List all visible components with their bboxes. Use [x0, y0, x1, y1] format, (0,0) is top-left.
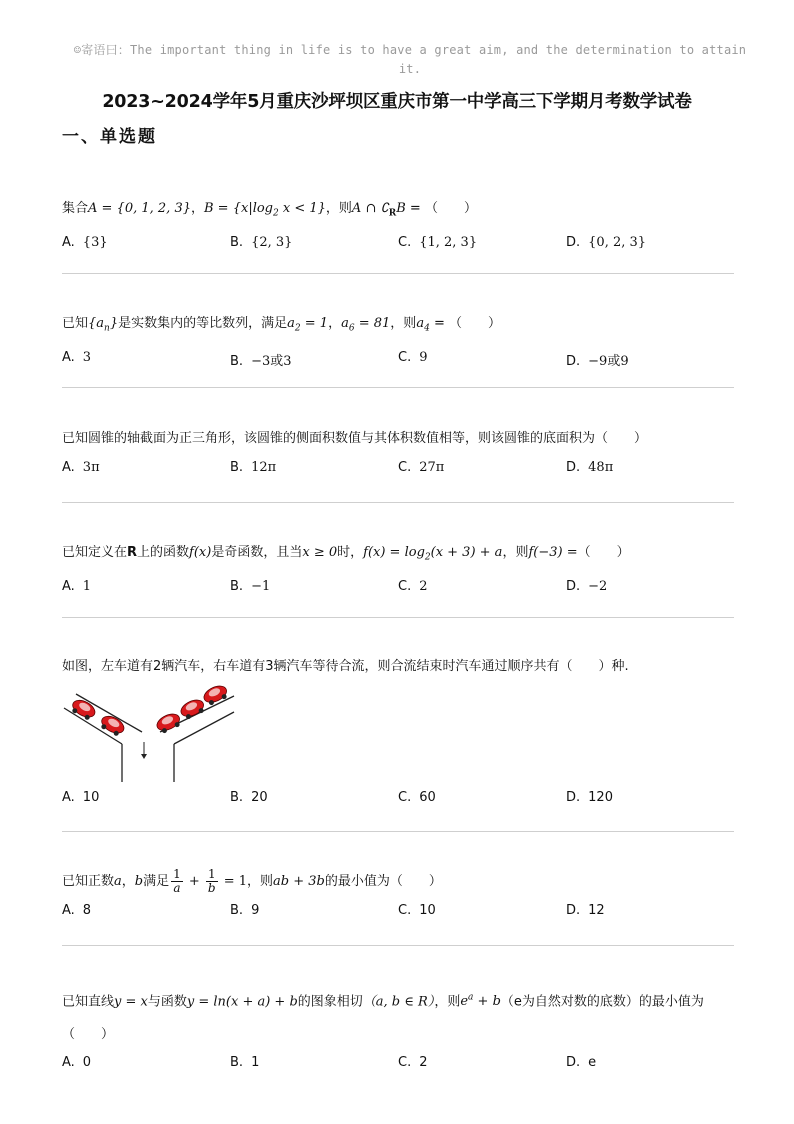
- option-value: 9: [251, 903, 260, 918]
- option-b[interactable]: [230, 790, 268, 805]
- question-6: [62, 862, 734, 923]
- math-expr: [416, 316, 430, 334]
- stem-text: 的图象相切: [297, 994, 363, 1010]
- option-letter: C.: [398, 460, 412, 475]
- option-value: 27π: [419, 460, 445, 475]
- option-letter: C.: [398, 578, 412, 594]
- math-expr: R: [127, 545, 138, 560]
- car-icon: [178, 697, 206, 721]
- option-d[interactable]: [566, 235, 646, 250]
- option-a[interactable]: [62, 235, 108, 250]
- option-c[interactable]: [398, 903, 436, 918]
- option-value: 2: [419, 578, 428, 594]
- stem-text: 是实数集内的等比数列，满足: [118, 316, 288, 331]
- option-c[interactable]: [398, 790, 436, 805]
- car-icon: [201, 684, 229, 707]
- stem-text: 集合: [62, 201, 89, 216]
- option-letter: B.: [230, 234, 244, 250]
- math-sub: 2: [294, 323, 301, 334]
- traffic-merge-figure: [62, 684, 237, 786]
- math-part: = 81: [354, 316, 391, 331]
- option-letter: C.: [398, 234, 412, 250]
- question-3: [62, 428, 734, 480]
- math-part: f(x) = log: [363, 545, 425, 560]
- option-letter: D.: [566, 903, 581, 918]
- option-letter: B.: [230, 903, 244, 918]
- option-letter: D.: [566, 578, 581, 594]
- option-value: 120: [588, 790, 613, 805]
- option-letter: C.: [398, 790, 412, 805]
- stem-text: 上的函数: [137, 545, 190, 560]
- question-4: [62, 542, 734, 599]
- math-sup: a: [468, 993, 474, 1003]
- fraction: [206, 868, 218, 895]
- option-letter: A.: [62, 349, 75, 365]
- option-value: 2: [419, 1055, 428, 1071]
- option-a[interactable]: [62, 350, 91, 365]
- option-d[interactable]: [566, 790, 613, 805]
- page-title: 2023~2024学年5月重庆沙坪坝区重庆市第一中学高三下学期月考数学试卷: [102, 92, 692, 112]
- options-row: [62, 235, 734, 255]
- option-letter: B.: [230, 353, 244, 369]
- option-letter: B.: [230, 790, 244, 805]
- divider: [62, 387, 734, 388]
- option-value: −2: [588, 578, 608, 594]
- option-b[interactable]: [230, 903, 259, 918]
- stem-text: （e为自然对数的底数）的最小值为（ ）: [62, 994, 704, 1043]
- fraction: [171, 868, 183, 895]
- options-row: [62, 790, 734, 810]
- option-b[interactable]: [230, 235, 292, 250]
- math-sub: R: [388, 208, 397, 219]
- motto-header: ☺寄语曰：The important thing in life is to have a great aim, and the determination to attain it.: [73, 43, 747, 76]
- question-7: [62, 987, 734, 1075]
- stem-text: ，则: [390, 316, 417, 331]
- option-a[interactable]: [62, 460, 100, 475]
- option-a[interactable]: [62, 790, 99, 805]
- math-expr: b: [134, 874, 144, 889]
- math-sub: 2: [273, 208, 279, 219]
- math-expr: a: [114, 874, 122, 889]
- option-b[interactable]: [230, 579, 270, 594]
- option-c[interactable]: [398, 235, 477, 250]
- math-part: = 1: [300, 316, 329, 331]
- options-row: [62, 460, 734, 480]
- stem-text: 已知: [62, 316, 89, 331]
- stem-text: ，则: [434, 994, 461, 1010]
- question-stem: [62, 542, 734, 569]
- math-part: }: [109, 316, 119, 331]
- math-expr: y = x: [114, 994, 148, 1010]
- math-expr: f(−3) =: [528, 545, 578, 560]
- fraction-numerator: 1: [207, 867, 216, 881]
- stem-text: 与函数: [147, 994, 187, 1010]
- option-value: 10: [82, 790, 100, 805]
- option-value: −1: [251, 578, 271, 594]
- option-letter: A.: [62, 578, 75, 594]
- stem-text: 是奇函数，且当: [211, 545, 303, 560]
- option-letter: A.: [62, 1055, 75, 1071]
- question-stem: 如图，左车道有2辆汽车，右车道有3辆汽车等待合流，则合流结束时汽车通过顺序共有（ ）种.: [62, 659, 629, 674]
- math-part: + b: [473, 994, 501, 1010]
- stem-text: 已知定义在: [62, 545, 128, 560]
- question-stem: [62, 198, 734, 225]
- stem-text: ，则: [502, 545, 529, 560]
- option-letter: D.: [566, 1055, 581, 1071]
- math-part: A ∩ ∁: [351, 201, 389, 216]
- stem-text: （ ）: [577, 545, 630, 560]
- math-expr: [341, 316, 391, 334]
- math-sub: 4: [424, 323, 430, 334]
- option-value: 8: [82, 903, 92, 918]
- stem-text: ，: [328, 316, 342, 331]
- math-part: B: [396, 201, 406, 216]
- question-stem: 已知圆锥的轴截面为正三角形，该圆锥的侧面积数值与其体积数值相等，则该圆锥的底面积为（ ）: [62, 431, 648, 446]
- math-expr: [88, 316, 119, 334]
- divider: [62, 502, 734, 503]
- option-c[interactable]: [398, 579, 428, 594]
- stem-text: ，则: [325, 201, 352, 216]
- option-letter: D.: [566, 460, 581, 475]
- math-expr: （a, b ∈ R）: [362, 994, 435, 1010]
- option-value: 48π: [588, 460, 614, 475]
- option-letter: C.: [398, 349, 412, 365]
- option-value: 10: [419, 903, 436, 918]
- section-heading: 一、单选题: [62, 127, 157, 147]
- question-stem: [62, 982, 734, 1051]
- option-letter: D.: [566, 790, 581, 805]
- math-expr: [460, 994, 501, 1009]
- math-sub: 2: [424, 552, 431, 563]
- option-letter: D.: [566, 353, 581, 369]
- question-1: [62, 198, 734, 255]
- question-2: [62, 313, 734, 370]
- math-expr: [351, 201, 406, 219]
- option-value: 9: [419, 349, 428, 365]
- option-value: 1: [82, 578, 92, 594]
- option-a[interactable]: [62, 903, 91, 918]
- option-value: 12: [588, 903, 605, 918]
- option-value: {0, 2, 3}: [588, 234, 647, 250]
- option-c[interactable]: [398, 460, 444, 475]
- option-letter: A.: [62, 460, 75, 475]
- fraction-denominator: b: [207, 881, 216, 895]
- divider: [62, 617, 734, 618]
- option-letter: A.: [62, 234, 75, 250]
- stem-text: 的最小值为（ ）: [324, 874, 442, 889]
- math-sub: n: [104, 323, 110, 334]
- option-a[interactable]: [62, 579, 91, 594]
- math-part: (x + 3) + a: [430, 545, 503, 560]
- option-d[interactable]: [566, 460, 613, 475]
- option-value: 20: [251, 790, 268, 805]
- math-part: a: [416, 316, 425, 331]
- option-value: {2, 3}: [251, 234, 293, 250]
- option-value: −9或9: [588, 353, 629, 369]
- divider: [62, 273, 734, 274]
- math-sub: 6: [348, 323, 355, 334]
- divider: [62, 831, 734, 832]
- option-letter: B.: [230, 460, 244, 475]
- math-expr: y = ln(x + a) + b: [186, 994, 298, 1010]
- option-b[interactable]: [230, 1055, 259, 1070]
- option-value: 60: [419, 790, 436, 805]
- options-row: [62, 579, 734, 599]
- math-expr: [204, 201, 326, 219]
- options-row: [62, 1055, 734, 1075]
- math-expr: ab + 3b: [273, 874, 325, 889]
- option-value: 3: [82, 349, 92, 365]
- math-part: a: [341, 316, 349, 331]
- option-letter: D.: [566, 234, 581, 250]
- stem-text: 已知直线: [62, 994, 115, 1010]
- stem-text: = （ ）: [429, 316, 501, 331]
- option-letter: C.: [398, 903, 412, 918]
- option-d[interactable]: [566, 579, 607, 594]
- option-letter: B.: [230, 578, 244, 594]
- option-value: 1: [251, 1055, 260, 1071]
- math-part: x < 1}: [278, 201, 326, 216]
- option-value: −3或3: [251, 353, 292, 369]
- option-value: 3π: [82, 460, 100, 475]
- options-row: [62, 350, 734, 370]
- math-expr: f(x): [189, 545, 212, 560]
- stem-text: ，: [190, 201, 204, 216]
- option-value: {3}: [82, 234, 108, 250]
- option-c[interactable]: [398, 1055, 428, 1070]
- stem-text: 时，: [337, 545, 364, 560]
- stem-text: = （ ）: [405, 201, 477, 216]
- question-stem: [62, 313, 734, 340]
- stem-text: ，则: [247, 874, 274, 889]
- car-icon: [98, 713, 126, 738]
- math-part: a: [287, 316, 295, 331]
- option-a[interactable]: [62, 1055, 91, 1070]
- option-value: 12π: [251, 460, 277, 475]
- option-letter: A.: [62, 903, 75, 918]
- option-b[interactable]: [230, 460, 276, 475]
- question-5: [62, 656, 734, 678]
- math-expr: = 1: [219, 874, 248, 889]
- option-c[interactable]: [398, 350, 428, 365]
- option-value: 0: [82, 1055, 92, 1071]
- option-letter: A.: [62, 790, 75, 805]
- stem-text: 已知正数: [62, 874, 115, 889]
- option-letter: C.: [398, 1055, 412, 1071]
- car-icon: [154, 711, 182, 735]
- question-5-options: [62, 790, 734, 810]
- merge-arrow-head: [141, 754, 147, 759]
- stem-text: ，: [121, 874, 135, 889]
- math-expr: A = {0, 1, 2, 3}: [88, 201, 191, 216]
- option-letter: B.: [230, 1055, 244, 1071]
- math-operator: +: [184, 874, 204, 889]
- divider: [62, 945, 734, 946]
- option-d[interactable]: [566, 1055, 596, 1070]
- fraction-denominator: a: [173, 881, 181, 895]
- option-value: e: [588, 1055, 597, 1071]
- math-part: B = {x|log: [204, 201, 273, 216]
- car-icon: [69, 697, 97, 722]
- option-d[interactable]: [566, 903, 605, 918]
- option-value: {1, 2, 3}: [419, 234, 478, 250]
- math-expr: [363, 545, 503, 563]
- math-expr: [287, 316, 329, 334]
- fraction-numerator: 1: [173, 867, 181, 881]
- stem-text: 满足: [143, 874, 170, 889]
- math-expr: x ≥ 0: [302, 545, 338, 560]
- math-part: e: [460, 994, 469, 1010]
- option-b[interactable]: [230, 350, 292, 369]
- math-part: {a: [88, 316, 105, 331]
- options-row: [62, 903, 734, 923]
- question-stem: [62, 862, 734, 902]
- option-d[interactable]: [566, 350, 629, 369]
